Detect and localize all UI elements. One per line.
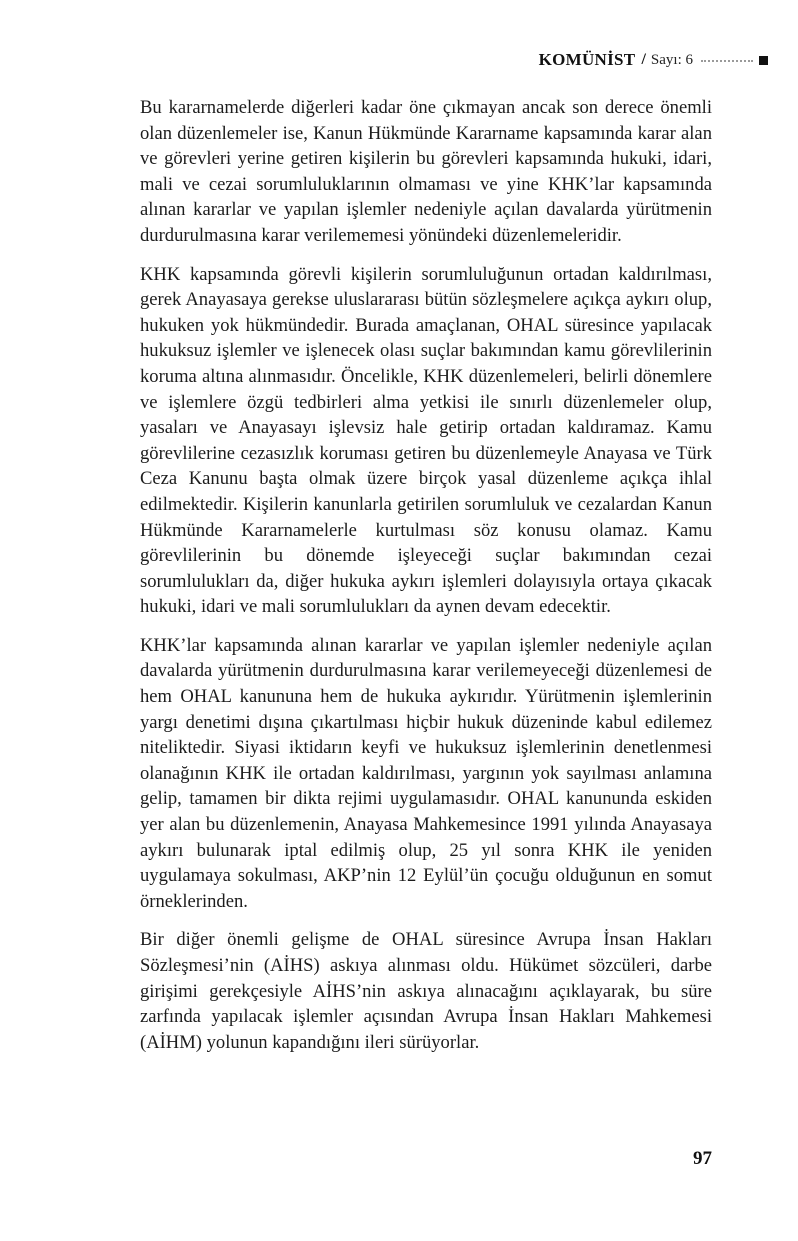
- page-footer: [693, 1148, 712, 1170]
- paragraph: Bir diğer önemli gelişme de OHAL süresince Avrupa İnsan Hakları Sözleşmesi’nin (AİHS) askıya alınması oldu. Hükümet sözcüleri, darbe girişimi gerekçesiyle AİHS’nin askıya alınacağını açıklayarak, bu süre zarfında yapılacak işlemler açısından Avrupa İnsan Hakları Mahkemesi (AİHM) yolunun kapandığını ileri sürüyorlar.: [140, 929, 712, 1053]
- paragraph: Bu kararnamelerde diğerleri kadar öne çıkmayan ancak son derece önemli olan düzenlemeler ise, Kanun Hükmünde Kararname kapsamında karar alan ve görevleri yerine getiren kişilerin bu görevleri kapsamında hukuki, idari, mali ve cezai sorumluluklarının olmaması ve yine KHK’lar kapsamında alınan kararlar ve yapılan işlemler nedeniyle açılan davalarda yürütmenin durdurulmasına karar verilememesi yönündeki düzenlemeleridir.: [140, 97, 712, 246]
- article-body: [140, 95, 712, 1055]
- paragraph: KHK kapsamında görevli kişilerin sorumluluğunun ortadan kaldırılması, gerek Anayasaya gerekse uluslararası bütün sözleşmelere açıkça aykırı olup, hukuken yok hükmündedir. Burada amaçlanan, OHAL süresince yapılacak hukuksuz işlemler ve işlenecek olası suçlar bakımından kamu görevlilerinin koruma altına alınmasıdır. Öncelikle, KHK düzenlemeleri, belirli dönemlere ve işlemlere özgü tedbirleri alma yetkisi ile sınırlı düzenlemeler olup, yasaları ve Anayasayı işlevsiz hale getirip ortadan kaldıramaz. Kamu görevlilerine cezasızlık koruması getiren bu düzenlemeyle Anayasa ve Türk Ceza Kanunu başta olmak üzere birçok yasal düzenleme açıkça ihlal edilmektedir. Kişilerin kanunlarla getirilen sorumluluk ve cezalardan Kanun Hükmünde Kararnamelerle kurtulması söz konusu olamaz. Kamu görevlilerinin bu dönemde işleyeceği suçlar bakımından cezai sorumlulukları da, diğer hukuka aykırı işlemleri dolayısıyla ortaya çıkacak hukuki, idari ve mali sorumlulukları da aynen devam edecektir.: [140, 263, 712, 618]
- square-marker-icon: [759, 56, 768, 65]
- page-header: [539, 50, 768, 70]
- journal-title: KOMÜNİST: [538, 50, 636, 69]
- page-number: 97: [693, 1148, 712, 1169]
- issue-label: Sayı: 6: [650, 51, 693, 68]
- header-separator: /: [641, 51, 646, 68]
- paragraph: KHK’lar kapsamında alınan kararlar ve yapılan işlemler nedeniyle açılan davalarda yürütmenin durdurulmasına karar verilemeyeceği düzenlemesi de hem OHAL kanununa hem de hukuka aykırıdır. Yürütmenin işlemlerinin yargı denetimi dışına çıkartılması hiçbir hukuk düzeninde kabul edilemez niteliktedir. Siyasi iktidarın keyfi ve hukuksuz işlemlerinin denetlenmesi olanağının KHK ile ortadan kaldırılması, yargının yok sayılması anlamına gelip, tamamen bir dikta rejimi uygulamasıdır. OHAL kanununda eskiden yer alan bu düzenlemenin, Anayasa Mahkemesince 1991 yılında Anayasaya aykırı bulunarak iptal edilmiş olup, 25 yıl sonra KHK ile yeniden uygulamaya sokulması, AKP’nin 12 Eylül’ün çocuğu olduğunun en somut örneklerinden.: [140, 634, 712, 912]
- header-dotted-rule: [701, 60, 753, 62]
